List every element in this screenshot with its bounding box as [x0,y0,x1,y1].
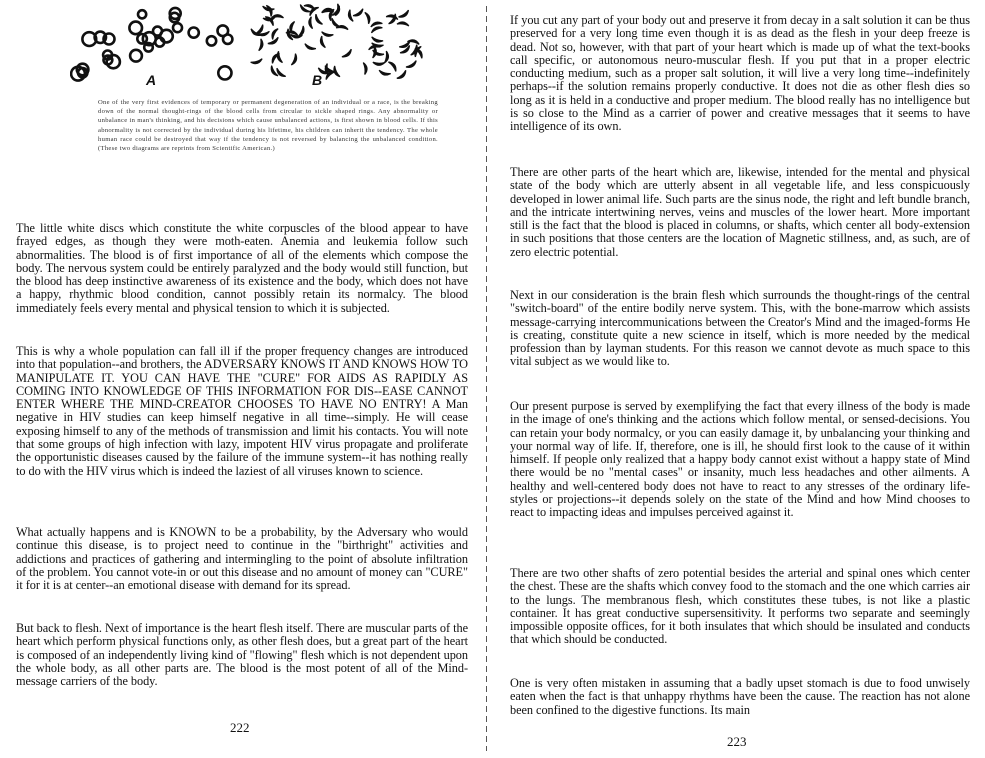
sickle-cell [406,61,418,70]
paragraph-3: What actually happens and is KNOWN to be a probability, by the Adversary who would continue this disease, is to project need to continue in the "birthright" activities and addictions and practices of gathering and intermingling to the point of absolute infiltration of the problem. You cannot vote-in or out this disease and no amount of money can "CURE" it for it is at center--an emotional disease with demand for its spread. [16,525,468,593]
paragraph-3: Next in our consideration is the brain flesh which surrounds the thought-rings of the central "switch-board" of the entire bodily nerve system. This, with the bone-marrow which assists message-carrying intercommunications between the Creator's Mind and the imaged-forms He is creating, constitute quite a new science in itself, which is more needed by the medical profession than by layman students. For this reason we cannot devote as much space to this vital subject as we would like to. [510,288,970,369]
page-number: 222 [230,720,250,735]
round-cell [130,50,142,62]
round-cell [138,10,146,18]
round-cell [129,22,142,35]
sickle-cell [397,21,409,26]
sickle-cell [353,9,365,18]
round-cell [173,23,182,32]
sickle-cell [259,39,264,51]
sickle-cell [313,14,322,26]
sickle-cell [276,51,283,63]
sickle-cell [270,27,278,39]
left-page [0,0,484,758]
sickle-cell [269,66,278,78]
blood-cell-diagram [70,2,440,94]
sickle-cell [308,17,312,29]
paragraph-4: Our present purpose is served by exemplifying the fact that every illness of the body is made in the image of one's thinking and the actions which follow mental, or sensed-decisions. You can retain your body normalcy, or you can easily damage it, by unbalancing your thinking and your normal way of life. If, therefore, one is ill, he should first look to the cause of it within himself. If people only realized that a happy body cannot exist without a happy state of Mind there would be no "mental cases" or insanity, much less headaches and other ailments. A healthy and well-centered body does not have to react to any stresses of the ordinary life-styles or projections--it depends solely on the state of the Mind and how Mind chooses to react to impacting ideas and impulses perceived against it. [510,399,970,520]
sickle-cell [330,18,340,29]
sickle-cell [304,44,316,52]
sickle-cell [365,11,372,23]
right-page [490,0,985,758]
paragraph-6: One is very often mistaken in assuming that a badly upset stomach is due to food unwisely eaten when the fact is that unhappy rhythms have been the cause. The reaction has not alone been confined to the digestive functions. Its main [510,676,970,717]
round-cell [160,30,173,43]
sickle-cell [399,10,411,19]
sickle-cell [397,70,408,80]
sickle-cell [370,21,382,27]
figure-caption: One of the very first evidences of temporary or permanent degeneration of an individual or a race, is the breaking down of the normal thought-rings of the blood cells from circular to sickle shaped rings. Any abnormality or unbalance in man's thinking, and his decisions which cause unbalanced actions, is first shown in blood cells. If this abnormality is not corrected by the individual during his lifetime, his children can inherit the tendency. The whole human race could be destroyed that way if the tendency is not reversed by balancing the unbalanced condition. (These two diagrams are reprints from Scientific American.) [98,99,438,153]
sickle-cell [268,37,280,46]
round-cell [207,36,216,45]
sickle-cell [251,59,263,65]
sickle-blood-cells-illustration [250,3,425,81]
sickle-cell [371,37,383,44]
sickle-cell [291,54,298,66]
sickle-cell [319,36,325,48]
paragraph-4: But back to flesh. Next of importance is the heart flesh itself. There are muscular parts of the heart which perform physical functions only, as other flesh does, but a great part of the heart is composed of an independently living kind of "flowing" flesh which is not dependent upon the whole body, as all other parts are. The blood is the most potent of all of the Mind-message carriers of the body. [16,621,468,689]
paragraph-2: There are other parts of the heart which are, likewise, intended for the mental and physical state of the body which are utterly absent in all vegetable life, and less conspicuously developed in lower animal life. Such parts are the sinus node, the right and left bundle branch, and the intricate intertwining nerves, veins and muscles of the lower heart. More important still is the fact that the blood is placed in columns, or shafts, which center all body-extension in such positions that those centers are the location of Magnetic stillness, and, as such, are of zero electric potential. [510,165,970,259]
page-number: 223 [727,734,747,749]
sickle-cell [373,62,385,65]
sickle-cell [275,68,286,78]
paragraph-1: The little white discs which constitute the white corpuscles of the blood appear to have frayed edges, as though they were moth-eaten. Anemia and leukemia follow such abnormalities. The blood is of first importance of all of the elements which compose the body. The nervous system could be entirely paralyzed and the body would still function, but the blood has deep instinctive awareness of its existence and the body, which does not have a happy, rhythmic blood condition, cannot possibly retain its normalcy. The blood immediately feels every mental and physical tension to which it is subjected. [16,221,468,315]
sickle-cell [363,62,367,74]
figure-label-b: B [312,72,323,88]
sickle-cell [342,49,353,59]
sickle-cell [378,70,390,76]
round-cell [189,28,199,38]
round-cell [218,66,231,79]
page-gutter [486,6,487,751]
sickle-cell [321,32,333,38]
sickle-cell [347,10,353,22]
figure-label-a: A [146,72,157,88]
normal-blood-cells-illustration [71,8,232,81]
round-cell [218,25,229,36]
sickle-cell [386,14,398,20]
paragraph-5: There are two other shafts of zero potential besides the arterial and spinal ones which center the chest. These are the shafts which convey food to the stomach and the one which carries air to the lungs. The membranous flesh, which constitutes these tubes, is not like a plastic container. It has great conductive supersensitivity. It performs two separate and seemingly impossible opposite offices, for it both insulates that which should be insulated and conducts that which should be conducted. [510,566,970,647]
paragraph-2: This is why a whole population can fall ill if the proper frequency changes are introduced into that population--and brothers, the ADVERSARY KNOWS IT AND KNOWS HOW TO MANIPULATE IT. YOU CAN HAVE THE "CURE" FOR AIDS AS RAPIDLY AS COMING INTO KNOWLEDGE OF THIS INFORMATION FOR DIS--EASE CANNOT ENTER WHERE THE MIND-CREATOR CHOOSES TO HAVE NO ENTRY! A Man negative in HIV studies can keep himself negative in all time--simply. He will cease exposing himself to any of the methods of transmission and limit his contacts. You will note that some groups of high infection with lazy, impotent HIV virus propagate and proliferate the opportunistic diseases caused by the failure of the immune system--it has nothing really to do with the HIV virus which is indeed the laziest of all viruses known to science. [16,344,468,478]
sickle-cell [388,60,398,71]
paragraph-1: If you cut any part of your body out and preserve it from decay in a salt solution it can be thus preserved for a very long time even though it is as dead as the flesh in your deep freeze is dead. Not so, however, with that part of your heart which is made up of what the text-books call specific, or autonomous neuro-muscular flesh. If you put that in a proper electric conducting medium, such as a proper salt solution, it will live a very long time--indefinitely perhaps--if the solution remains properly conductive. It does not die as other flesh dies so long as it is held in a conductive and proper medium. The blood really has no intelligence but is so close to the Mind as a carrier of power and creative messages that it seems to have intelligence of its own. [510,13,970,134]
